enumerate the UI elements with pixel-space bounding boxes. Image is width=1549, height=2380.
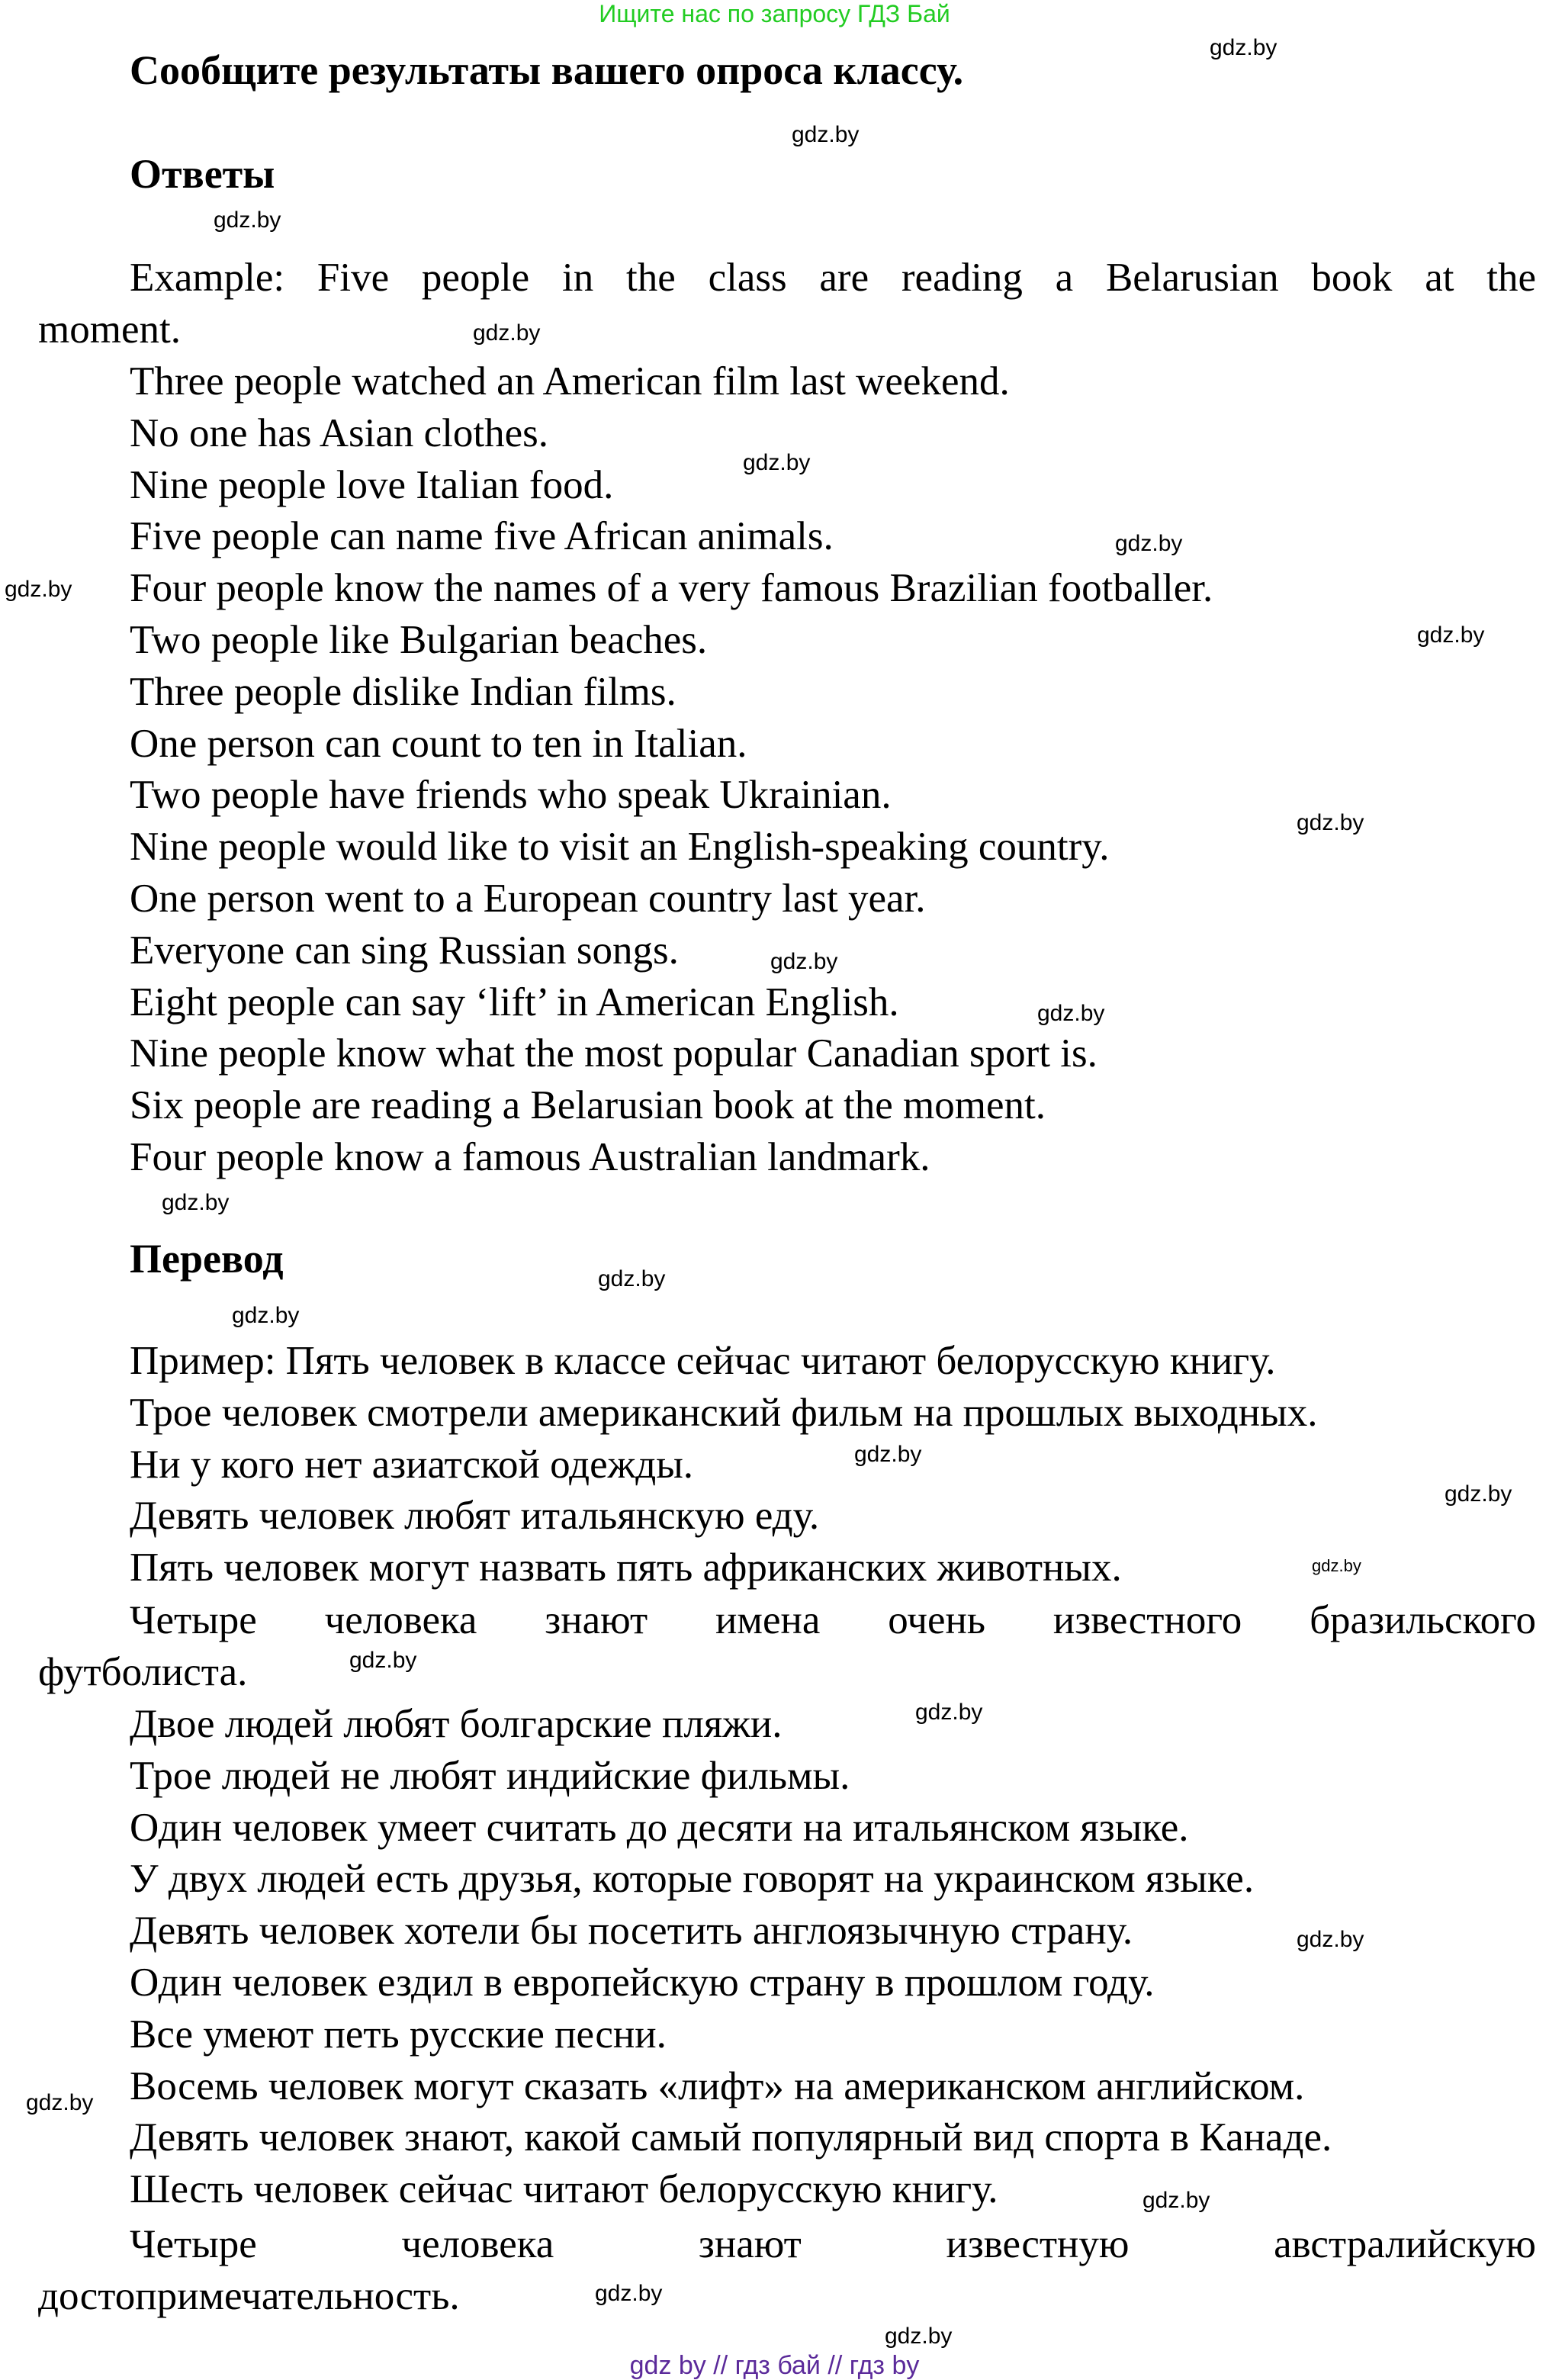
watermark: gdz.by xyxy=(5,577,72,602)
watermark: gdz.by xyxy=(792,122,860,147)
watermark: gdz.by xyxy=(214,207,281,233)
watermark: gdz.by xyxy=(349,1648,417,1673)
translation-landmark-line-2: достопримечательность. xyxy=(38,2274,460,2318)
watermark: gdz.by xyxy=(1312,1556,1361,1575)
answer-line: Nine people know what the most popular Canadian sport is. xyxy=(130,1031,1097,1076)
answer-line: Five people can name five African animals. xyxy=(130,514,834,558)
answer-line: Three people watched an American film last weekend. xyxy=(130,359,1010,404)
translation-line: Все умеют петь русские песни. xyxy=(130,2012,667,2057)
watermark: gdz.by xyxy=(595,2281,663,2306)
watermark: gdz.by xyxy=(1297,810,1364,835)
watermark: gdz.by xyxy=(598,1266,666,1291)
watermark: gdz.by xyxy=(1210,35,1277,60)
translation-heading: Перевод xyxy=(130,1236,284,1282)
answer-line: Four people know the names of a very famous Brazilian footballer. xyxy=(130,566,1213,610)
answer-line: Four people know a famous Australian landmark. xyxy=(130,1135,930,1179)
translation-line: Один человек ездил в европейскую страну в прошлом году. xyxy=(130,1960,1155,2005)
answer-line: One person can count to ten in Italian. xyxy=(130,722,747,766)
translation-line: У двух людей есть друзья, которые говорят на украинском языке. xyxy=(130,1857,1255,1901)
translation-line: Трое людей не любят индийские фильмы. xyxy=(130,1754,850,1798)
watermark: gdz.by xyxy=(1142,2188,1210,2213)
answer-line: Two people like Bulgarian beaches. xyxy=(130,618,708,662)
task-title: Сообщите результаты вашего опроса классу. xyxy=(130,47,964,93)
watermark: gdz.by xyxy=(1297,1927,1364,1952)
translation-line: Шесть человек сейчас читают белорусскую книгу. xyxy=(130,2167,998,2211)
translation-line: Девять человек знают, какой самый популярный вид спорта в Канаде. xyxy=(130,2115,1332,2160)
watermark: gdz.by xyxy=(1115,531,1183,556)
watermark: gdz.by xyxy=(1417,622,1485,648)
watermark: gdz.by xyxy=(770,949,838,974)
translation-line: Один человек умеет считать до десяти на итальянском языке. xyxy=(130,1806,1189,1850)
translation-line: Девять человек любят итальянскую еду. xyxy=(130,1494,820,1538)
translation-line: Пять человек могут назвать пять африканских животных. xyxy=(130,1545,1122,1590)
answer-line: Eight people can say ‘lift’ in American English. xyxy=(130,980,899,1024)
answer-line: Six people are reading a Belarusian book at the moment. xyxy=(130,1083,1046,1127)
answer-line: Nine people love Italian food. xyxy=(130,463,614,507)
translation-line: Трое человек смотрели американский фильм на прошлых выходных. xyxy=(130,1391,1318,1435)
translation-line: Восемь человек могут сказать «лифт» на американском английском. xyxy=(130,2064,1305,2108)
translation-footballer-line-1: Четыре человека знают имена очень известного бразильского xyxy=(130,1598,1536,1642)
watermark: gdz.by xyxy=(743,450,811,475)
watermark: gdz.by xyxy=(162,1190,230,1215)
translation-landmark-line-1: Четыре человека знают известную австралийскую xyxy=(130,2222,1536,2266)
watermark: gdz.by xyxy=(854,1442,922,1467)
watermark: gdz.by xyxy=(232,1303,300,1328)
translation-line: Ни у кого нет азиатской одежды. xyxy=(130,1442,694,1487)
answer-line: One person went to a European country last year. xyxy=(130,876,926,921)
watermark: gdz.by xyxy=(473,320,541,346)
footer-links[interactable]: gdz by // гдз бай // гдз by xyxy=(629,2351,920,2380)
watermark: gdz.by xyxy=(885,2324,953,2349)
example-line-2: moment. xyxy=(38,307,181,352)
answer-line: Two people have friends who speak Ukrainian. xyxy=(130,773,892,817)
translation-line: Двое людей любят болгарские пляжи. xyxy=(130,1702,783,1746)
watermark: gdz.by xyxy=(1037,1001,1105,1026)
example-line-1: Example: Five people in the class are reading a Belarusian book at the xyxy=(130,256,1536,300)
watermark: gdz.by xyxy=(1445,1481,1512,1507)
search-banner[interactable]: Ищите нас по запросу ГДЗ Бай xyxy=(599,0,950,27)
translation-line: Девять человек хотели бы посетить англоязычную страну. xyxy=(130,1909,1133,1953)
watermark: gdz.by xyxy=(915,1700,983,1725)
translation-line: Пример: Пять человек в классе сейчас читают белорусскую книгу. xyxy=(130,1339,1276,1383)
answer-line: No one has Asian clothes. xyxy=(130,411,549,455)
translation-footballer-line-2: футболиста. xyxy=(38,1650,248,1694)
watermark: gdz.by xyxy=(26,2090,94,2115)
answers-heading: Ответы xyxy=(130,151,275,197)
answer-line: Nine people would like to visit an English-speaking country. xyxy=(130,825,1110,869)
answer-line: Everyone can sing Russian songs. xyxy=(130,928,679,973)
answer-line: Three people dislike Indian films. xyxy=(130,670,676,714)
